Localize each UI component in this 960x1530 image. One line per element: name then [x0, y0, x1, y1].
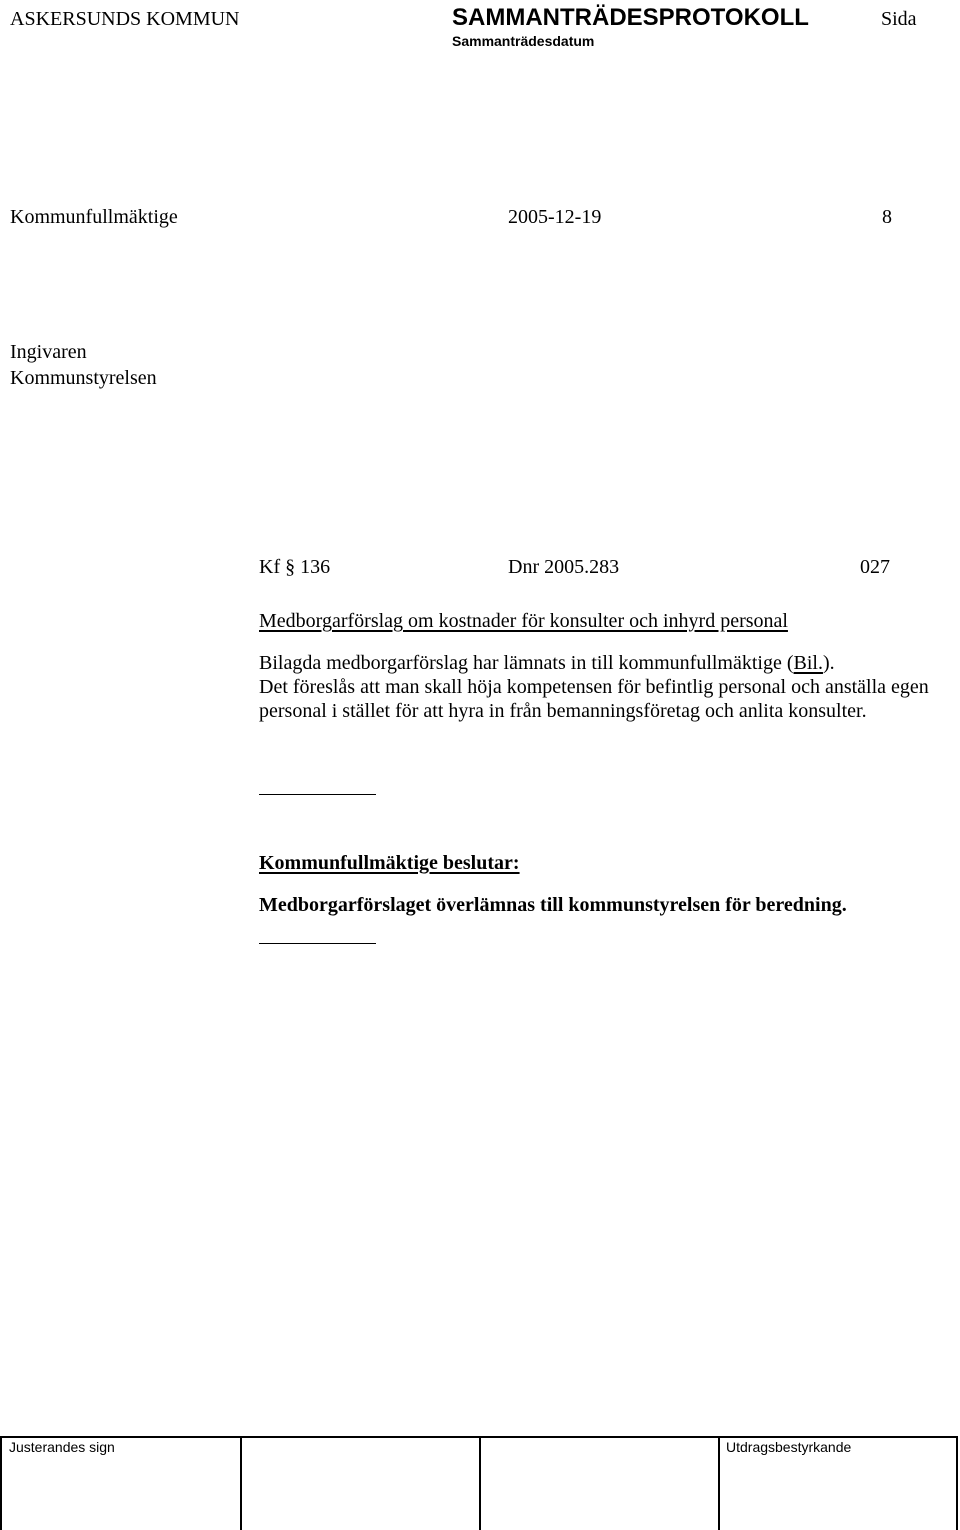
- case-paragraph-number: Kf § 136: [259, 556, 331, 578]
- case-title: Medborgarförslag om kostnader för konsulter och inhyrd personal: [259, 610, 788, 632]
- case-code: 027: [860, 556, 890, 578]
- page-label: Sida: [881, 8, 917, 30]
- footer-divider: [479, 1436, 481, 1530]
- footer-divider: [718, 1436, 720, 1530]
- separator-line: [259, 794, 376, 795]
- document-type: SAMMANTRÄDESPROTOKOLL: [452, 4, 809, 31]
- case-diary-number: Dnr 2005.283: [508, 556, 620, 578]
- justerandes-sign-label: Justerandes sign: [9, 1439, 115, 1455]
- attachment-reference: Bil.: [793, 652, 823, 674]
- submitter-name: Kommunstyrelsen: [10, 367, 157, 389]
- page-number: 8: [882, 206, 892, 228]
- case-intro-text: Bilagda medborgarförslag har lämnats in till kommunfullmäktige (: [259, 652, 794, 674]
- decision-heading: Kommunfullmäktige beslutar:: [259, 852, 520, 874]
- meeting-body: Kommunfullmäktige: [10, 206, 178, 228]
- meeting-date-label: Sammanträdesdatum: [452, 33, 595, 49]
- case-intro-end: ).: [822, 652, 835, 674]
- municipality-name: ASKERSUNDS KOMMUN: [10, 8, 240, 30]
- decision-text: Medborgarförslaget överlämnas till kommunstyrelsen för beredning.: [259, 894, 847, 916]
- meeting-date: 2005-12-19: [508, 206, 602, 228]
- case-intro: [259, 651, 949, 675]
- footer-divider: [240, 1436, 242, 1530]
- case-body: Det föreslås att man skall höja kompetensen för befintlig personal och anställa egen personal i stället för att hyra in från bemanningsföretag och anlita konsulter.: [259, 676, 929, 722]
- submitter-label: Ingivaren: [10, 341, 87, 363]
- separator-line-end: [259, 943, 376, 944]
- utdragsbestyrkande-label: Utdragsbestyrkande: [726, 1439, 852, 1455]
